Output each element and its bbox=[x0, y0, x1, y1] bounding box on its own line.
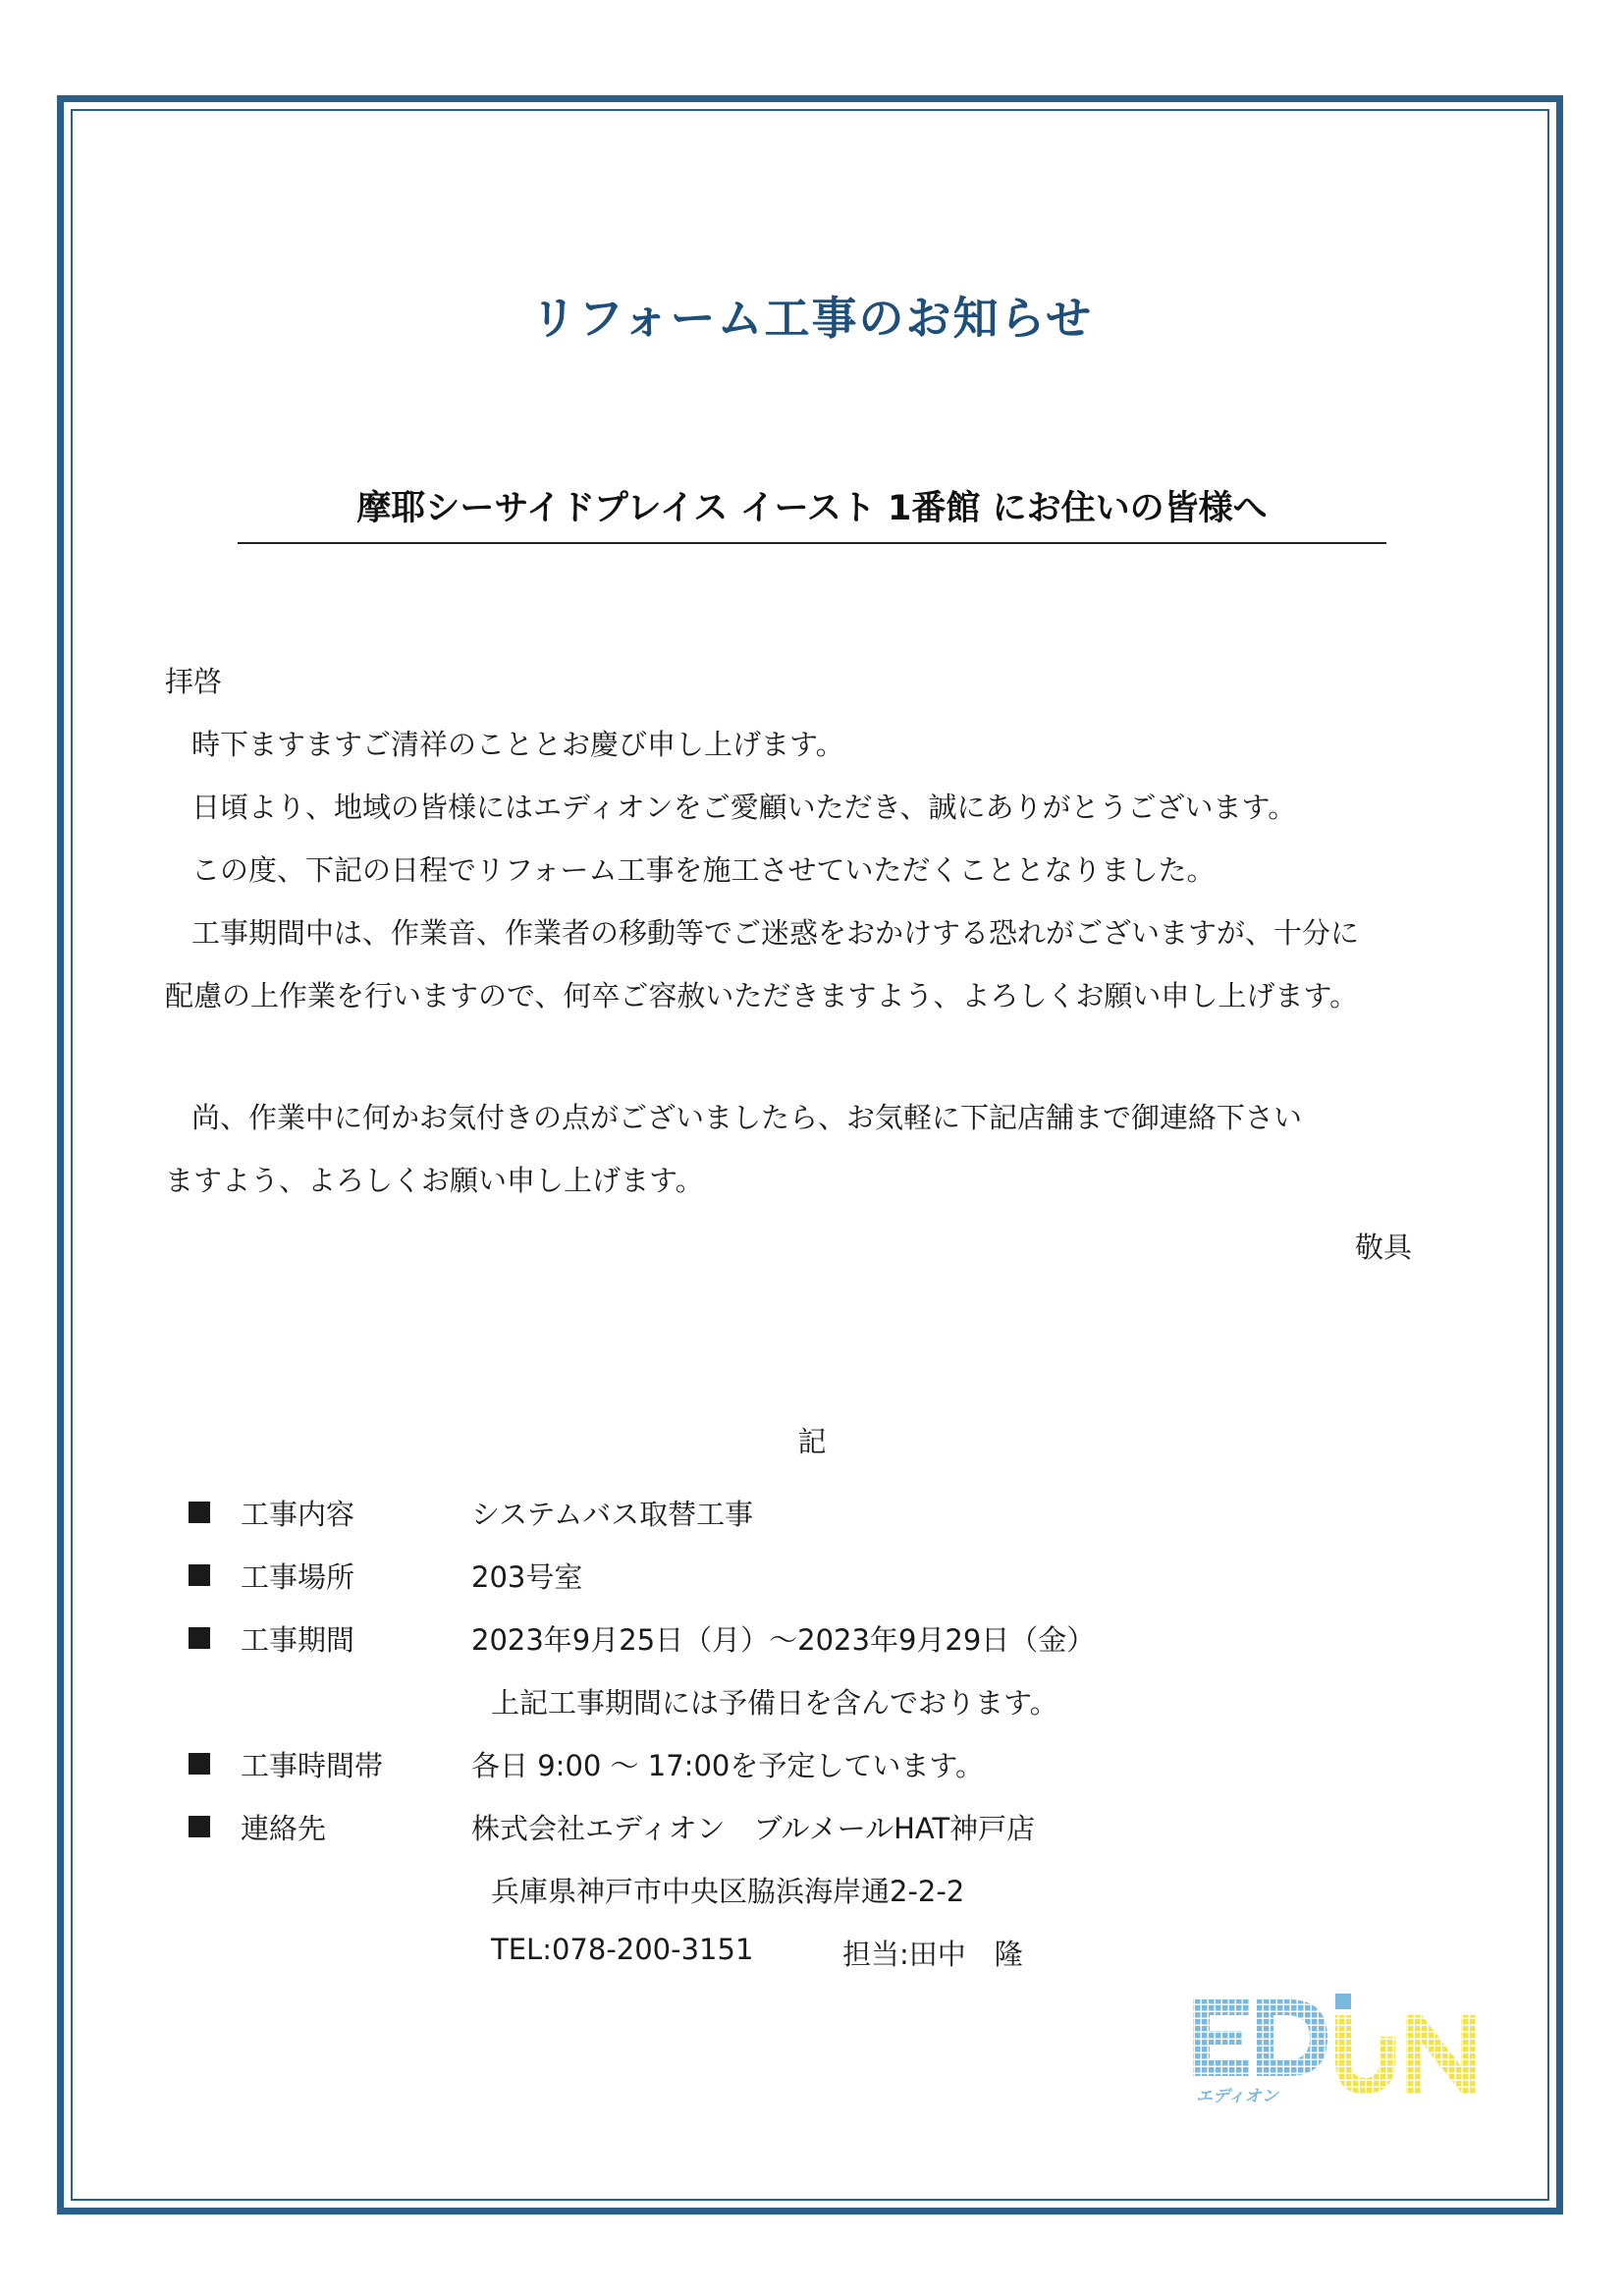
detail-row-period bbox=[0, 1618, 1624, 1660]
detail-value: 2023年9月25日（月）～2023年9月29日（金） bbox=[471, 1623, 1096, 1657]
detail-row-content bbox=[0, 1493, 1624, 1534]
paragraph-5-line-1: 尚、作業中に何かお気付きの点がございましたら、お気軽に下記店舗まで御連絡下さい bbox=[191, 1101, 1303, 1134]
contact-address: 兵庫県神戸市中央区脇浜海岸通2-2-2 bbox=[491, 1875, 965, 1908]
detail-value: システムバス取替工事 bbox=[471, 1498, 754, 1531]
detail-value: 203号室 bbox=[471, 1560, 583, 1594]
closing-keigu: 敬具 bbox=[1355, 1230, 1413, 1264]
addressee-underline bbox=[238, 542, 1386, 544]
detail-row-contact bbox=[0, 1807, 1624, 1848]
square-bullet-icon bbox=[189, 1627, 210, 1649]
notice-title: リフォーム工事のお知らせ bbox=[530, 292, 1094, 345]
salutation: 拝啓 bbox=[165, 665, 223, 698]
detail-row-location bbox=[0, 1556, 1624, 1597]
detail-label: 工事内容 bbox=[241, 1498, 355, 1531]
contact-tel: TEL:078-200-3151 bbox=[491, 1933, 754, 1966]
detail-value: 株式会社エディオン ブルメールHAT神戸店 bbox=[471, 1812, 1036, 1845]
logo-kana: エディオン bbox=[1196, 2087, 1278, 2106]
square-bullet-icon bbox=[189, 1753, 210, 1775]
paragraph-2: 日頃より、地域の皆様にはエディオンをご愛顧いただき、誠にありがとうございます。 bbox=[191, 791, 1297, 824]
detail-row-hours bbox=[0, 1744, 1624, 1785]
paragraph-1: 時下ますますご清祥のこととお慶び申し上げます。 bbox=[191, 728, 844, 761]
detail-value: 各日 9:00 ～ 17:00を予定しています。 bbox=[471, 1749, 985, 1782]
square-bullet-icon bbox=[189, 1564, 210, 1586]
paragraph-4-line-2: 配慮の上作業を行いますので、何卒ご容赦いただきますよう、よろしくお願い申し上げます。 bbox=[165, 979, 1359, 1012]
contact-person: 担当:田中 隆 bbox=[842, 1938, 1023, 1971]
detail-label: 工事場所 bbox=[241, 1560, 355, 1594]
period-note: 上記工事期間には予備日を含んでおります。 bbox=[491, 1686, 1058, 1720]
edion-logo bbox=[1188, 1992, 1483, 2111]
square-bullet-icon bbox=[189, 1816, 210, 1837]
detail-label: 工事時間帯 bbox=[241, 1749, 384, 1782]
details-heading: 記 bbox=[797, 1425, 827, 1458]
paragraph-4-line-1: 工事期間中は、作業音、作業者の移動等でご迷惑をおかけする恐れがございますが、十分に bbox=[191, 916, 1360, 950]
square-bullet-icon bbox=[189, 1502, 210, 1523]
paragraph-5-line-2: ますよう、よろしくお願い申し上げます。 bbox=[165, 1164, 704, 1197]
paragraph-3: この度、下記の日程でリフォーム工事を施工させていただくこととなりました。 bbox=[191, 853, 1216, 887]
detail-label: 工事期間 bbox=[241, 1623, 355, 1657]
addressee-line: 摩耶シーサイドプレイス イースト 1番館 にお住いの皆様へ bbox=[356, 489, 1268, 528]
detail-label: 連絡先 bbox=[241, 1812, 327, 1845]
